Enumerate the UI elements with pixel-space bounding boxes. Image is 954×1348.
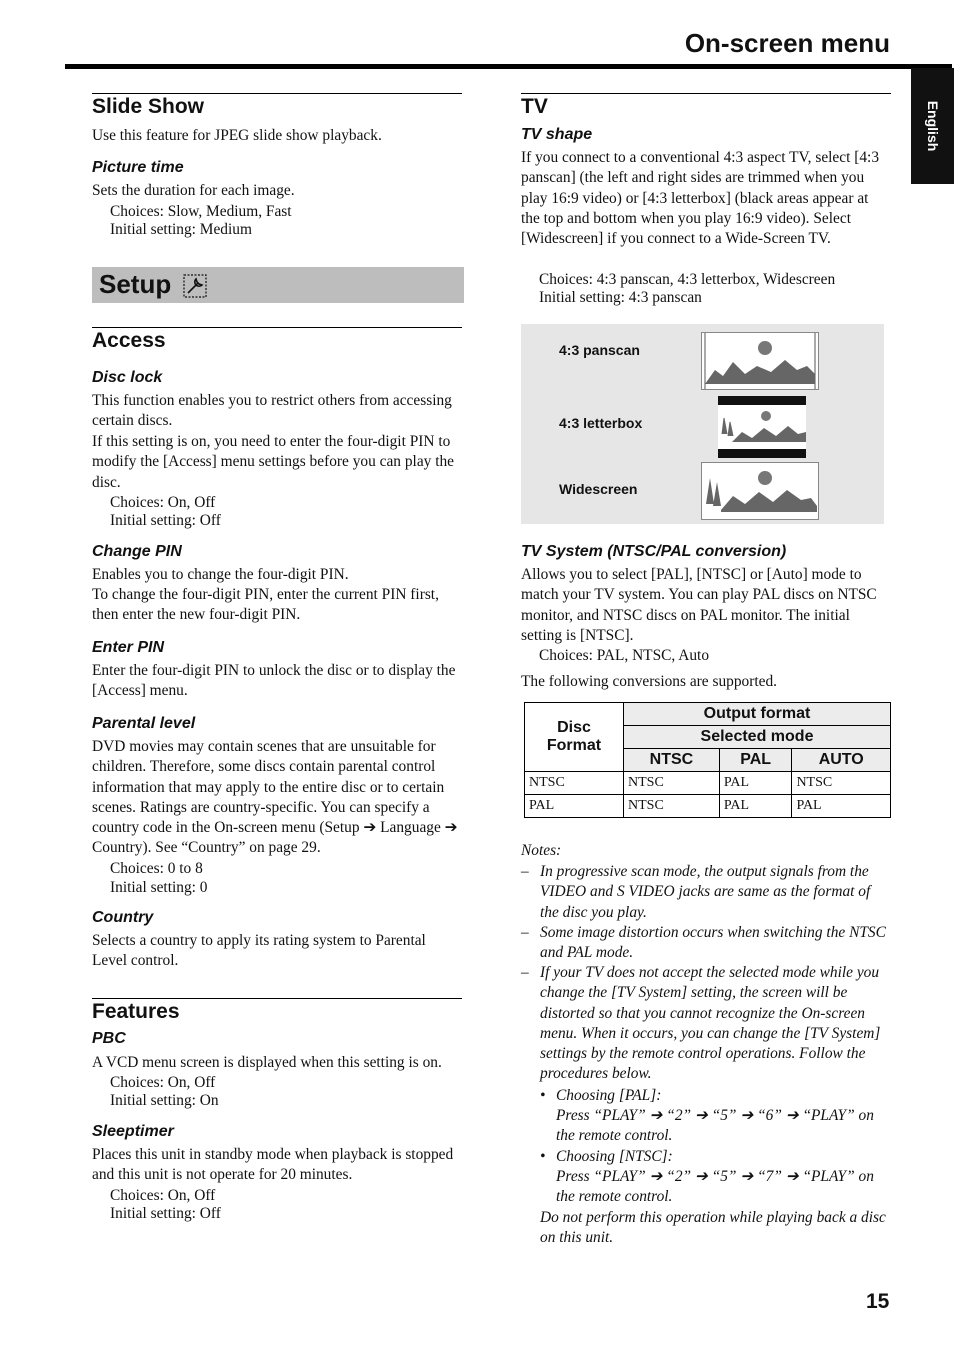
- note-item: Some image distortion occurs when switching the NTSC and PAL mode.: [540, 924, 886, 962]
- disc-lock-initial: Initial setting: Off: [110, 512, 221, 529]
- parental-level-heading: Parental level: [92, 715, 196, 732]
- table-cell: PAL: [792, 795, 891, 818]
- tv-shape-illustration: [521, 324, 884, 524]
- parental-level-text: DVD movies may contain scenes that are unsuitable for children. Therefore, some discs contain parental control information that may apply to the entire disc or to certain scenes. Ratings are country-specific. You can specify a country code in the On-screen menu (Setup ➔ Language ➔ Country). See “Country” on page 29.: [92, 738, 458, 857]
- country-heading: Country: [92, 909, 154, 926]
- pal-title: Choosing [PAL]:: [556, 1087, 662, 1104]
- widescreen-image: [701, 462, 819, 520]
- ntsc-steps: Press “PLAY” ➔ “2” ➔ “5” ➔ “7” ➔ “PLAY” on the remote control.: [556, 1168, 874, 1206]
- disc-lock-text-2: If this setting is on, you need to enter the four-digit PIN to modify the [Access] menu settings before you can play the disc.: [92, 433, 454, 491]
- table-cell: NTSC: [624, 772, 720, 795]
- tv-heading: TV: [521, 95, 548, 118]
- enter-pin-heading: Enter PIN: [92, 639, 165, 656]
- setup-heading: Setup: [99, 269, 172, 299]
- tv-system-following: The following conversions are supported.: [521, 673, 778, 690]
- warning-note: Do not perform this operation while playing back a disc on this unit.: [540, 1209, 886, 1247]
- parental-level-initial: Initial setting: 0: [110, 879, 208, 896]
- access-heading: Access: [92, 329, 166, 352]
- note-item: If your TV does not accept the selected mode while you change the [TV System] setting, the screen will be distorted so that you cannot recognize the On-screen menu. When it occurs, you can change the [TV System] settings by the remote control operations. Follow the procedures below.: [540, 964, 881, 1083]
- letterbox-image: [718, 396, 806, 458]
- panscan-image: [701, 332, 819, 390]
- widescreen-label: Widescreen: [559, 481, 638, 497]
- enter-pin-text: Enter the four-digit PIN to unlock the disc or to display the [Access] menu.: [92, 662, 456, 700]
- header-rule: [65, 64, 952, 69]
- setup-wrench-icon: [183, 274, 207, 298]
- slide-show-intro: Use this feature for JPEG slide show playback.: [92, 127, 382, 144]
- section-rule: [92, 327, 462, 328]
- page-title: On-screen menu: [684, 28, 890, 58]
- conversion-table: [524, 702, 891, 818]
- tv-shape-choices: Choices: 4:3 panscan, 4:3 letterbox, Widescreen: [539, 271, 836, 288]
- tv-system-text: Allows you to select [PAL], [NTSC] or [Auto] mode to match your TV system. You can play PAL discs on NTSC monitor, and NTSC discs on PAL monitor. The initial setting is [NTSC].: [521, 566, 877, 644]
- picture-time-initial: Initial setting: Medium: [110, 221, 252, 238]
- parental-level-choices: Choices: 0 to 8: [110, 860, 203, 877]
- section-rule: [521, 93, 891, 94]
- table-cell: NTSC: [525, 772, 624, 795]
- disc-lock-heading: Disc lock: [92, 369, 163, 386]
- table-cell: NTSC: [624, 795, 720, 818]
- country-text: Selects a country to apply its rating system to Parental Level control.: [92, 932, 426, 970]
- tv-system-heading: TV System (NTSC/PAL conversion): [521, 543, 787, 560]
- note-item: In progressive scan mode, the output signals from the VIDEO and S VIDEO jacks are same as the format of the disc you play.: [540, 863, 871, 921]
- page-number: 15: [866, 1290, 890, 1313]
- mode-header: PAL: [719, 749, 792, 772]
- sleeptimer-text: Places this unit in standby mode when playback is stopped and this unit is not operate for 20 minutes.: [92, 1146, 454, 1184]
- panscan-label: 4:3 panscan: [559, 342, 640, 358]
- table-cell: PAL: [525, 795, 624, 818]
- table-row: [525, 772, 891, 795]
- table-cell: PAL: [719, 772, 792, 795]
- sleeptimer-initial: Initial setting: Off: [110, 1205, 221, 1222]
- ntsc-title: Choosing [NTSC]:: [556, 1148, 673, 1165]
- tv-shape-initial: Initial setting: 4:3 panscan: [539, 289, 702, 306]
- change-pin-text-2: To change the four-digit PIN, enter the current PIN first, then enter the new four-digit PIN.: [92, 586, 439, 624]
- picture-time-text: Sets the duration for each image.: [92, 182, 295, 199]
- letterbox-label: 4:3 letterbox: [559, 415, 643, 431]
- note-dash: –: [521, 863, 529, 880]
- sleeptimer-heading: Sleeptimer: [92, 1123, 174, 1140]
- setup-banner: [92, 267, 464, 303]
- note-dash: –: [521, 964, 529, 981]
- bullet: •: [540, 1087, 546, 1104]
- table-row: [525, 795, 891, 818]
- disc-lock-choices: Choices: On, Off: [110, 494, 216, 511]
- section-rule: [92, 998, 462, 999]
- pbc-initial: Initial setting: On: [110, 1092, 219, 1109]
- mode-header: AUTO: [792, 749, 891, 772]
- slide-show-heading: Slide Show: [92, 95, 205, 118]
- sleeptimer-choices: Choices: On, Off: [110, 1187, 216, 1204]
- language-tab: [911, 68, 954, 184]
- table-cell: PAL: [719, 795, 792, 818]
- tv-shape-heading: TV shape: [521, 126, 593, 143]
- pbc-choices: Choices: On, Off: [110, 1074, 216, 1091]
- features-heading: Features: [92, 1000, 180, 1023]
- pal-steps: Press “PLAY” ➔ “2” ➔ “5” ➔ “6” ➔ “PLAY” on the remote control.: [556, 1107, 874, 1145]
- selected-mode-header: Selected mode: [624, 726, 891, 749]
- change-pin-heading: Change PIN: [92, 543, 182, 560]
- note-dash: –: [521, 924, 529, 941]
- tv-shape-text: If you connect to a conventional 4:3 aspect TV, select [4:3 panscan] (the left and right sides are trimmed when you play 16:9 video) or [4:3 letterbox] (black areas appear at the top and bottom when you play 16:9 video). Select [Widescreen] if you connect to a Wide-Screen TV.: [521, 149, 880, 248]
- change-pin-text-1: Enables you to change the four-digit PIN.: [92, 566, 349, 583]
- section-rule: [92, 93, 462, 94]
- output-format-header: Output format: [624, 703, 891, 726]
- tv-system-choices: Choices: PAL, NTSC, Auto: [539, 647, 710, 664]
- disc-format-header: Disc Format: [525, 703, 624, 772]
- notes-label: Notes:: [521, 842, 562, 859]
- disc-lock-text-1: This function enables you to restrict others from accessing certain discs.: [92, 392, 452, 430]
- bullet: •: [540, 1148, 546, 1165]
- picture-time-choices: Choices: Slow, Medium, Fast: [110, 203, 292, 220]
- language-tab-label: English: [924, 100, 941, 152]
- pbc-text: A VCD menu screen is displayed when this setting is on.: [92, 1054, 442, 1071]
- pbc-heading: PBC: [92, 1030, 126, 1047]
- table-cell: NTSC: [792, 772, 891, 795]
- mode-header: NTSC: [624, 749, 720, 772]
- picture-time-heading: Picture time: [92, 159, 184, 176]
